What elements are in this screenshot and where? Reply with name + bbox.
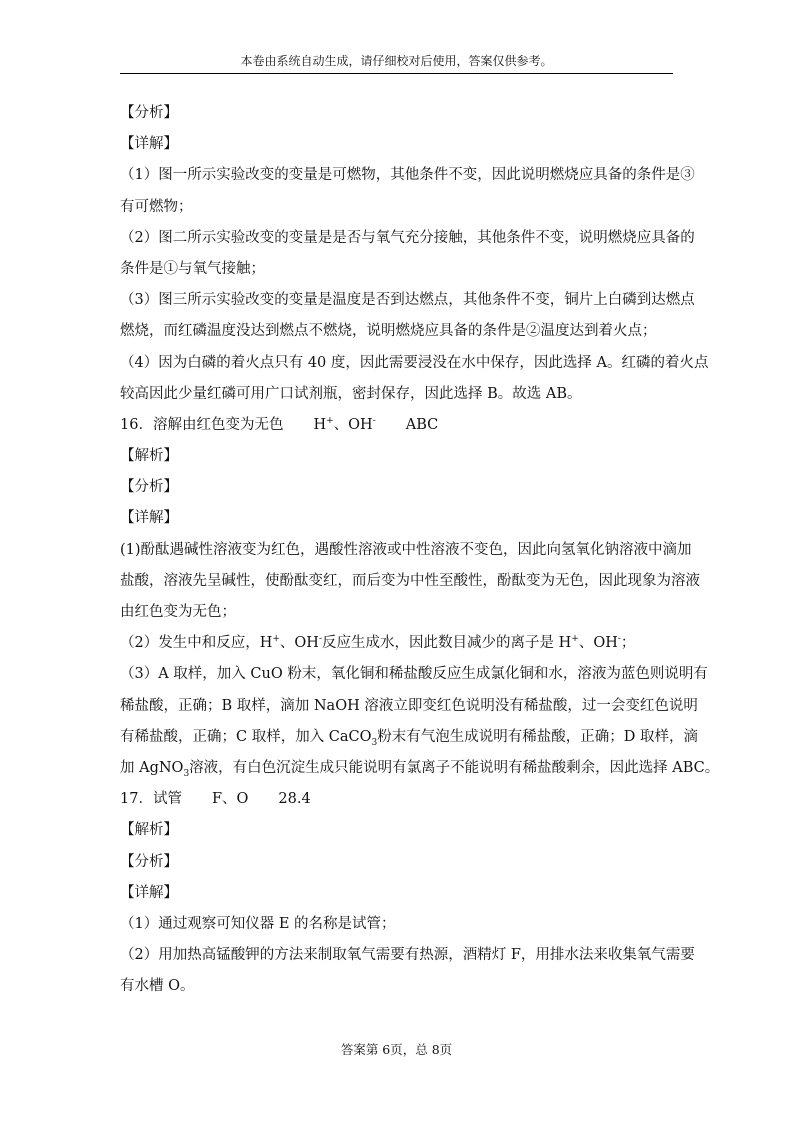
q15-p3-line1: （3）图三所示实验改变的变量是温度是否到达燃点，其他条件不变，铜片上白磷到达燃点 [120,292,695,309]
q16-p3-line3-b: 粉末有气泡生成说明有稀盐酸，正确；D 取样，滴 [377,728,699,745]
q17-answer1: 试管 [152,791,182,808]
q16-p2-part-e: ； [620,635,636,652]
q16-p2-charge-1: + [272,634,280,645]
answer-content [120,98,720,1002]
q17-analysis-tag: 【分析】 [120,853,178,870]
q16-p3-line2: 稀盐酸，正确；B 取样，滴加 NaOH 溶液立即变红色说明没有稀盐酸，过一会变红色说明 [120,697,698,714]
page-header: 本卷由系统自动生成，请仔细校对后使用，答案仅供参考。 [240,54,553,68]
page-footer: 答案第 6页，总 8页 [340,1042,453,1057]
q16-p1-line2: 盐酸，溶液先呈碱性，使酚酞变红，而后变为中性至酸性，酚酞变为无色，因此现象为溶液 [120,572,700,589]
q16-p2-part-d: 、OH [578,635,618,652]
q15-p3-line2: 燃烧，而红磷温度没达到燃点不燃烧，说明燃烧应具备的条件是②温度达到着火点； [120,323,657,340]
q16-ion-h: H [313,416,327,433]
q16-p2-charge-4: - [617,634,621,645]
q16-p3-line3 [120,722,699,753]
q16-p1-line3: 由红色变为无色； [120,604,236,620]
q16-p2-line [120,628,680,659]
q17-detail-tag: 【详解】 [120,884,178,901]
q16-p3-line4-b: 溶液，有白色沉淀生成只能说明有氯离子不能说明有稀盐酸剩余，因此选择 ABC。 [189,759,720,776]
q16-p3-line1: （3）A 取样，加入 CuO 粉末，氧化铜和稀盐酸反应生成氯化铜和水，溶液为蓝色则说明有 [120,666,708,683]
q17-number: 17． [120,791,153,808]
q16-number: 16． [120,416,153,433]
q16-explain-tag: 【解析】 [120,448,178,465]
q15-p2-line1: （2）图二所示实验改变的变量是是否与氧气充分接触，其他条件不变，说明燃烧应具备的 [120,229,695,246]
q16-p2-part-c: 反应生成水，因此数目减少的离子是 H [322,635,572,652]
q15-p4-line1: （4）因为白磷的着火点只有 40 度，因此需要浸没在水中保存，因此选择 A。红磷的着火点 [120,354,709,371]
q16-answer-line [120,410,680,441]
q15-detail-tag: 【详解】 [120,136,178,153]
q15-p1-line1: （1）图一所示实验改变的变量是可燃物，其他条件不变，因此说明燃烧应具备的条件是③ [120,167,695,184]
q16-p2-charge-2: - [318,634,323,645]
q16-ion-oh: OH [348,416,373,433]
q17-answer-line [120,784,680,815]
q16-p3-line4-sub: 3 [183,768,190,779]
q16-ion-sep: 、 [333,416,349,433]
q16-p3-line4 [120,753,720,784]
q16-p3-line3-a: 有稀盐酸，正确；C 取样，加入 CaCO [120,728,372,745]
q16-p2-part-a: （2）发生中和反应，H [120,635,273,652]
q16-answer3: ABC [405,416,439,433]
q16-p2-charge-3: + [571,634,579,645]
q16-ion-oh-charge: - [372,416,376,427]
q17-answer3: 28.4 [278,791,311,808]
q17-explain-tag: 【解析】 [120,822,178,839]
q16-detail-tag: 【详解】 [120,510,178,527]
q16-p1-line1: (1)酚酞遇碱性溶液变为红色，遇酸性溶液或中性溶液不变色，因此向氢氧化钠溶液中滴加 [120,541,692,558]
q15-p1-line2: 有可燃物； [120,198,193,215]
header-rule [120,73,673,74]
q16-answer1: 溶解由红色变为无色 [152,416,284,433]
q16-p2-part-b: 、OH [279,635,319,652]
q16-p3-line3-sub: 3 [371,737,378,748]
q16-ion-h-charge: + [326,416,334,427]
q15-analysis-tag: 【分析】 [120,105,178,121]
q17-answer2: F、O [211,791,249,808]
q17-p2-line2: 有水槽 O。 [120,978,195,995]
q16-p3-line4-a: 加 AgNO [120,759,184,776]
q15-p2-line2: 条件是①与氧气接触； [120,260,265,277]
q15-p4-line2: 较高因此少量红磷可用广口试剂瓶，密封保存，因此选择 B。故选 AB。 [120,385,582,402]
q17-p1: （1）通过观察可知仪器 E 的名称是试管； [120,915,396,932]
q17-p2-line1: （2）用加热高锰酸钾的方法来制取氧气需要有热源，酒精灯 F，用排水法来收集氧气需要 [120,947,695,964]
q16-analysis-tag: 【分析】 [120,479,178,496]
